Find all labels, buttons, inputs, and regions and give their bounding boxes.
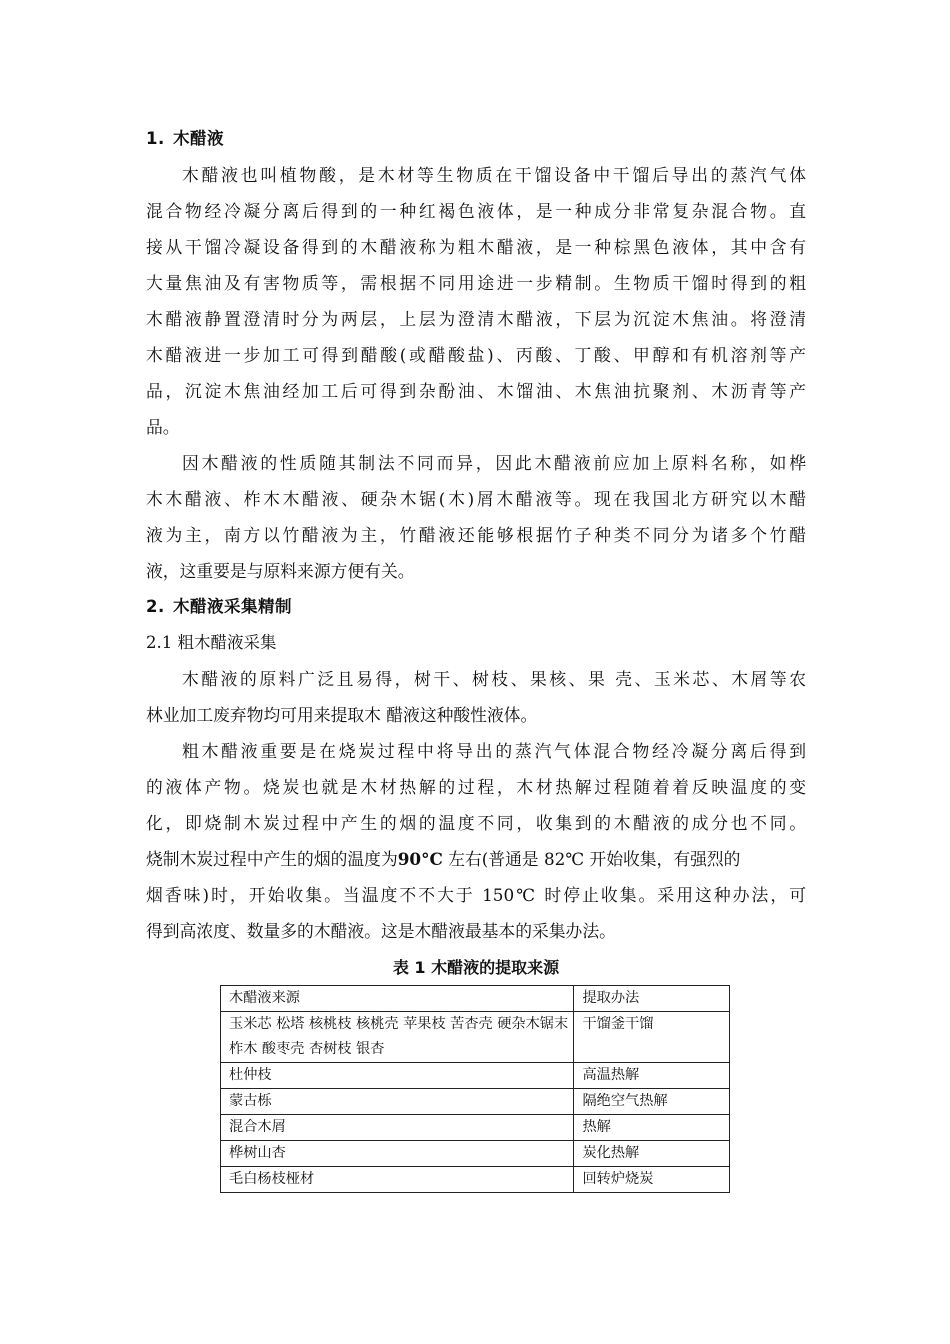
section-2-heading — [146, 589, 806, 625]
paragraph-line: 液，这重要是与原料来源方便有关。 — [146, 561, 415, 581]
source-cell: 毛白杨枝桠材 — [221, 1167, 574, 1193]
line-text: 烧制木炭过程中产生的烟的温度为 — [146, 849, 398, 869]
section-1-paragraph-1 — [146, 157, 806, 445]
paragraph-line-mixed — [146, 841, 806, 877]
section-1-heading — [146, 121, 806, 157]
table-row — [221, 1012, 730, 1063]
paragraph-line: 得到高浓度、数量多的木醋液。这是木醋液最基本的采集办法。 — [146, 921, 616, 941]
table-row — [221, 1089, 730, 1115]
method-cell: 高温热解 — [574, 1063, 730, 1089]
paragraph-line: 粗木醋液重要是在烧炭过程中将导出的蒸汽气体混合物经冷凝分离后得到 — [182, 741, 806, 761]
section-1-title: 木醋液 — [173, 129, 224, 148]
source-cell: 杜仲枝 — [221, 1063, 574, 1089]
section-1-number: 1. — [146, 129, 165, 148]
paragraph-line: 木醋液也叫植物酸，是木材等生物质在干馏设备中干馏后导出的蒸汽气体 — [182, 165, 806, 185]
table-row — [221, 1063, 730, 1089]
table-caption: 表 1 木醋液的提取来源 — [392, 958, 560, 977]
source-table — [220, 985, 730, 1193]
section-2-paragraph-2 — [146, 733, 806, 949]
paragraph-line: 接从干馏冷凝设备得到的木醋液称为粗木醋液，是一种棕黑色液体，其中含有 — [146, 237, 806, 257]
paragraph-line: 化，即烧制木炭过程中产生的烟的温度不同，收集到的木醋液的成分也不同。 — [146, 813, 806, 833]
source-cell: 玉米芯 松塔 核桃枝 核桃壳 苹果枝 苦杏壳 硬杂木锯末 柞木 酸枣壳 杏树枝 银杏 — [221, 1012, 574, 1063]
source-cell: 蒙古栎 — [221, 1089, 574, 1115]
method-cell: 隔绝空气热解 — [574, 1089, 730, 1115]
paragraph-line: 木木醋液、柞木木醋液、硬杂木锯(木)屑木醋液等。现在我国北方研究以木醋 — [146, 489, 806, 509]
paragraph-line: 品。 — [146, 417, 180, 437]
method-cell: 热解 — [574, 1115, 730, 1141]
paragraph-line: 的液体产物。烧炭也就是木材热解的过程，木材热解过程随着着反映温度的变 — [146, 777, 806, 797]
paragraph-line: 因木醋液的性质随其制法不同而异，因此木醋液前应加上原料名称，如桦 — [182, 453, 806, 473]
paragraph-line: 林业加工废弃物均可用来提取木 醋液这种酸性液体。 — [146, 705, 538, 725]
subsection-2-1-heading: 2.1 粗木醋液采集 — [146, 633, 277, 652]
paragraph-line: 木醋液的原料广泛且易得，树干、树枝、果核、果 壳、玉米芯、木屑等农 — [182, 669, 806, 689]
paragraph-line: 大量焦油及有害物质等，需根据不同用途进一步精制。生物质干馏时得到的粗 — [146, 273, 806, 293]
temperature-bold: 90°C — [397, 849, 443, 869]
column-header-method: 提取办法 — [574, 986, 730, 1012]
section-2-title: 木醋液采集精制 — [173, 597, 292, 616]
table-row — [221, 1115, 730, 1141]
paragraph-line: 烟香味)时，开始收集。当温度不不大于 150℃ 时停止收集。采用这种办法，可 — [146, 885, 806, 905]
section-1-paragraph-2 — [146, 445, 806, 589]
section-2-paragraph-1 — [146, 661, 806, 733]
paragraph-line: 木醋液静置澄清时分为两层，上层为澄清木醋液，下层为沉淀木焦油。将澄清 — [146, 309, 806, 329]
paragraph-line: 液为主，南方以竹醋液为主，竹醋液还能够根据竹子种类不同分为诸多个竹醋 — [146, 525, 806, 545]
source-cell: 混合木屑 — [221, 1115, 574, 1141]
method-cell: 炭化热解 — [574, 1141, 730, 1167]
table-row — [221, 1141, 730, 1167]
table-row — [221, 1167, 730, 1193]
paragraph-line: 混合物经冷凝分离后得到的一种红褐色液体，是一种成分非常复杂混合物。直 — [146, 201, 806, 221]
document-body — [146, 121, 806, 1193]
paragraph-line: 木醋液进一步加工可得到醋酸(或醋酸盐)、丙酸、丁酸、甲醇和有机溶剂等产 — [146, 345, 806, 365]
section-2-number: 2. — [146, 597, 165, 616]
paragraph-line: 品，沉淀木焦油经加工后可得到杂酚油、木馏油、木焦油抗聚剂、木沥青等产 — [146, 381, 806, 401]
method-cell: 干馏釜干馏 — [574, 1012, 730, 1063]
column-header-source: 木醋液来源 — [221, 986, 574, 1012]
source-cell: 桦树山杏 — [221, 1141, 574, 1167]
line-text: 左右(普通是 82℃ 开始收集，有强烈的 — [448, 849, 741, 869]
method-cell: 回转炉烧炭 — [574, 1167, 730, 1193]
table-header-row — [221, 986, 730, 1012]
